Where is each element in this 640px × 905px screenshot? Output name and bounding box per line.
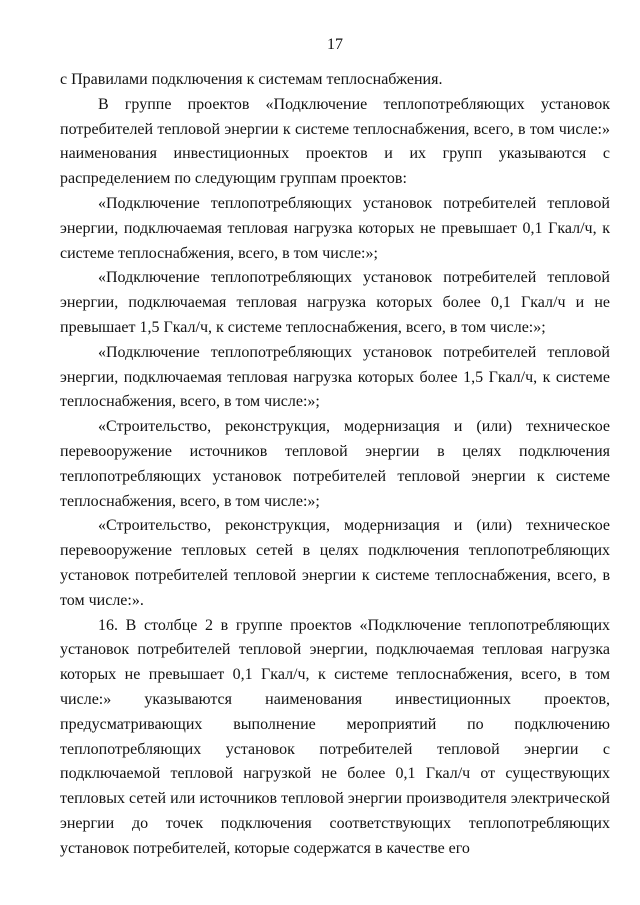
paragraph-continuation: с Правилами подключения к системам теплоснабжения.: [60, 71, 443, 88]
paragraph-project-groups-intro: В группе проектов «Подключение теплопотребляющих установок потребителей тепловой энергии к системе теплоснабжения, всего, в том числе:» наименования инвестиционных проектов и их групп указываются с распределением по следующим группам проектов:: [60, 95, 610, 188]
paragraph-group-heat-networks: «Строительство, реконструкция, модернизация и (или) техническое перевооружение тепловых сетей в целях подключения теплопотребляющих установок потребителей тепловой энергии к системе теплоснабжения, всего, в том числе:».: [60, 517, 610, 609]
document-page: [60, 0, 610, 862]
paragraph-item-16: 16. В столбце 2 в группе проектов «Подключение теплопотребляющих установок потребителей тепловой энергии, подключаемая тепловая нагрузка которых не превышает 0,1 Гкал/ч, к системе теплоснабжения, всего, в том числе:» указываются наименования инвестиционных проектов, предусматривающих выполнение мероприятий по подключению теплопотребляющих установок потребителей тепловой энергии с подключаемой тепловой нагрузкой не более 0,1 Гкал/ч от существующих тепловых сетей или источников тепловой энергии производителя электрической энергии до точек подключения соответствующих теплопотребляющих установок потребителей, которые содержатся в качестве его: [60, 616, 610, 857]
document-body: [60, 68, 610, 862]
paragraph-group-over-1-5: «Подключение теплопотребляющих установок потребителей тепловой энергии, подключаемая тепловая нагрузка которых более 1,5 Гкал/ч, к системе теплоснабжения, всего, в том числе:»;: [60, 343, 610, 411]
paragraph-group-0-1-to-1-5: «Подключение теплопотребляющих установок потребителей тепловой энергии, подключаемая тепловая нагрузка которых более 0,1 Гкал/ч и не превышает 1,5 Гкал/ч, к системе теплоснабжения, всего, в том числе:»;: [60, 269, 610, 336]
paragraph-group-heat-sources: «Строительство, реконструкция, модернизация и (или) техническое перевооружение источников тепловой энергии в целях подключения теплопотребляющих установок потребителей тепловой энергии к системе теплоснабжения, всего, в том числе:»;: [60, 418, 610, 510]
page-number: 17: [327, 36, 343, 53]
paragraph-group-up-to-0-1: «Подключение теплопотребляющих установок потребителей тепловой энергии, подключаемая тепловая нагрузка которых не превышает 0,1 Гкал/ч, к системе теплоснабжения, всего, в том числе:»;: [60, 194, 610, 262]
